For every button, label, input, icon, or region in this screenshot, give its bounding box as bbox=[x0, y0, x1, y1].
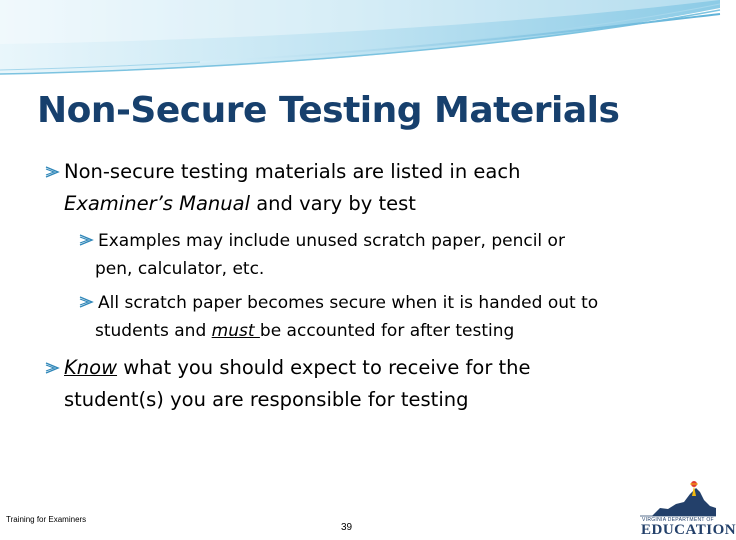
sub-bullet-text: students and bbox=[95, 321, 212, 341]
page-number: 39 bbox=[341, 522, 353, 533]
bullet-marker-icon bbox=[44, 165, 60, 179]
sub-bullet-continuation bbox=[95, 318, 514, 344]
bullet-text: what you should expect to receive for the bbox=[117, 356, 531, 379]
bullet-continuation bbox=[64, 190, 416, 218]
bullet-text: Non-secure testing materials are listed in each bbox=[64, 160, 521, 183]
bullet-text: and vary by test bbox=[250, 192, 416, 215]
bullet-continuation: student(s) you are responsible for testing bbox=[64, 388, 469, 411]
sub-bullet-text: be accounted for after testing bbox=[259, 321, 515, 341]
manual-title-emphasis: Examiner’s Manual bbox=[64, 192, 251, 215]
footer-text: Training for Examiners bbox=[6, 515, 87, 524]
bullet-item bbox=[44, 354, 531, 382]
know-emphasis: Know bbox=[64, 356, 118, 379]
sub-bullet-text: All scratch paper becomes secure when it is handed out to bbox=[98, 293, 599, 313]
slide-title: Non-Secure Testing Materials bbox=[37, 90, 620, 131]
bullet-marker-icon bbox=[44, 361, 60, 375]
sub-bullet-item bbox=[78, 290, 598, 316]
sub-bullet-continuation: pen, calculator, etc. bbox=[95, 259, 265, 279]
logo-wordmark: EDUCATION bbox=[641, 522, 736, 538]
header-swoosh-decoration bbox=[0, 0, 720, 80]
bullet-marker-icon bbox=[78, 295, 94, 309]
bullet-marker-icon bbox=[78, 233, 94, 247]
bullet-item bbox=[44, 158, 520, 186]
must-emphasis: must bbox=[211, 321, 260, 341]
logo-subtitle: VIRGINIA DEPARTMENT OF bbox=[642, 517, 714, 523]
sub-bullet-item bbox=[78, 228, 565, 254]
sub-bullet-text: Examples may include unused scratch paper, pencil or bbox=[98, 231, 565, 251]
